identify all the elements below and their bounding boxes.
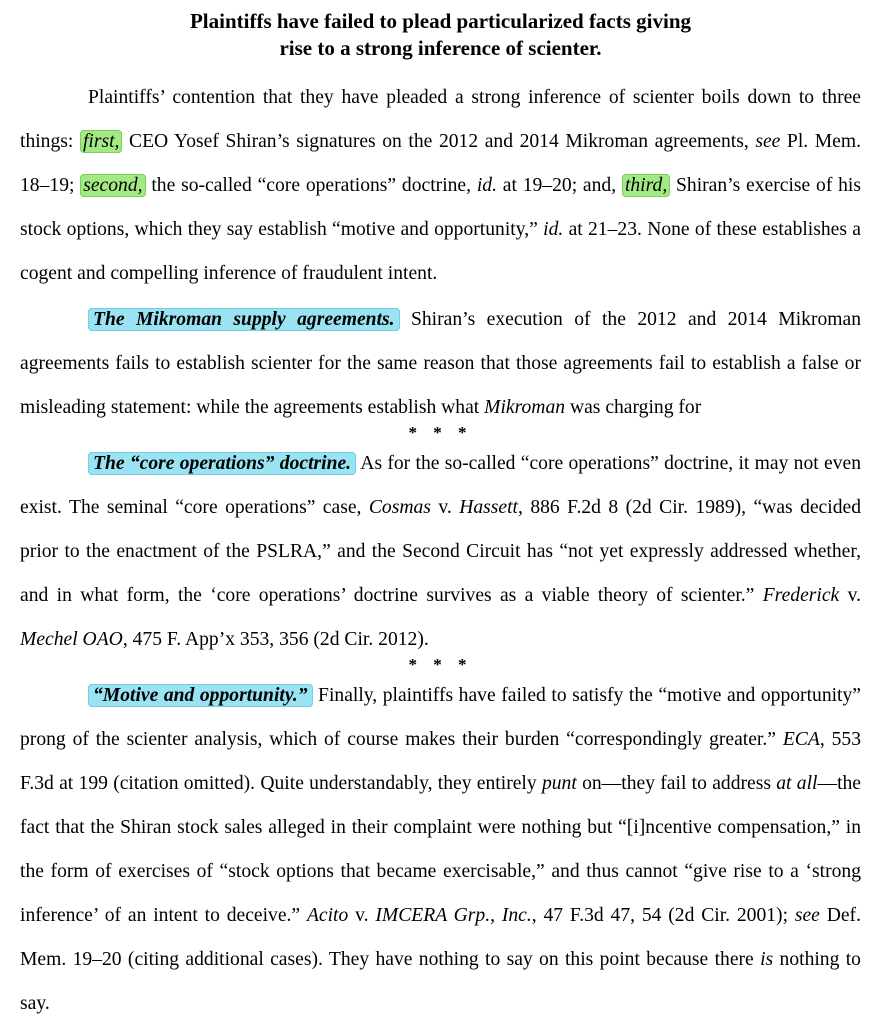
italic-term: Mikroman <box>484 397 566 418</box>
italic-term: at all <box>776 773 818 794</box>
section-break-stars: * * * <box>408 655 473 674</box>
signal-see: see <box>794 905 820 926</box>
text: Shiran’s execution of the 2012 and 2014 Mikroman agreements fails to establish scienter for the same reason that those agreements fail to establish a false or misleading statement: while the agreements establish what <box>20 309 861 418</box>
text: v. <box>348 905 376 926</box>
text: —the fact that the Shiran stock sales alleged in their complaint were nothing but “[i]ncentive compensation,” in the form of exercises of “stock options that became exercisable,” and thus cannot “give rise to a ‘strong inference’ of an intent to deceive.” <box>20 773 861 926</box>
text: , 47 F.3d 47, 54 (2d Cir. 2001); <box>531 905 795 926</box>
highlight-core-operations-heading: The “core operations” doctrine. <box>88 452 356 475</box>
text: at 21–23. None of these establishes a cogent and compelling inference of fraudulent intent. <box>20 219 861 284</box>
signal-see: see <box>755 131 781 152</box>
text: Finally, plaintiffs have failed to satisfy the “motive and opportunity” prong of the scienter analysis, which of course makes their burden “correspondingly greater.” <box>20 685 861 750</box>
text: CEO Yosef Shiran’s signatures on the 2012 and 2014 Mikroman agreements, <box>122 131 756 152</box>
text: at 19–20; and, <box>496 175 622 196</box>
text: Pl. Mem. 18–19; <box>20 131 862 196</box>
case-name: Mechel OAO <box>20 629 123 650</box>
text: was charging for <box>565 397 702 418</box>
case-name: Hassett <box>459 497 518 518</box>
case-name: IMCERA Grp., Inc. <box>375 905 532 926</box>
section-break-stars: * * * <box>408 423 473 442</box>
paragraph-motive <box>20 674 861 1026</box>
text: nothing to say. <box>20 949 861 1014</box>
text: , 886 F.2d 8 (2d Cir. 1989), “was decided prior to the enactment of the PSLRA,” and the Second Circuit has “not yet expressly addressed whether, and in what form, the ‘core operations’ doctrine survives as a viable theory of scienter.” <box>20 497 861 606</box>
case-name: Frederick <box>762 585 840 606</box>
text: v. <box>430 497 460 518</box>
text: Plaintiffs’ contention that they have pleaded a strong inference of scienter boils down to three things: <box>20 87 861 152</box>
paragraph-mikroman <box>20 298 861 430</box>
italic-term: punt <box>541 773 577 794</box>
text: , 475 F. App’x 353, 356 (2d Cir. 2012). <box>122 629 429 650</box>
case-name: ECA <box>782 729 820 750</box>
text: Shiran’s exercise of his stock options, which they say establish “motive and opportunity,” <box>20 175 862 240</box>
text: , 553 F.3d at 199 (citation omitted). Quite understandably, they entirely <box>20 729 861 794</box>
text: the so-called “core operations” doctrine, <box>145 175 477 196</box>
case-name: Acito <box>306 905 349 926</box>
signal-id: id. <box>476 175 497 196</box>
paragraph-core-operations <box>20 442 861 662</box>
highlight-third: third, <box>622 174 670 197</box>
text: Def. Mem. 19–20 (citing additional cases). They have nothing to say on this point because there <box>20 905 861 970</box>
section-heading <box>20 8 861 62</box>
heading-line-2: rise to a strong inference of scienter. <box>279 36 602 60</box>
highlight-first: first, <box>80 130 122 153</box>
text: As for the so-called “core operations” doctrine, it may not even exist. The seminal “core operations” case, <box>20 453 861 518</box>
highlight-second: second, <box>80 174 145 197</box>
italic-term: is <box>760 949 774 970</box>
paragraph-intro <box>20 76 861 296</box>
highlight-mikroman-heading: The Mikroman supply agreements. <box>88 308 400 331</box>
text: v. <box>839 585 861 606</box>
text: on—they fail to address <box>576 773 777 794</box>
heading-line-1: Plaintiffs have failed to plead particularized facts giving <box>189 9 692 33</box>
case-name: Cosmas <box>368 497 431 518</box>
signal-id: id. <box>543 219 564 240</box>
highlight-motive-heading: “Motive and opportunity.” <box>88 684 313 707</box>
